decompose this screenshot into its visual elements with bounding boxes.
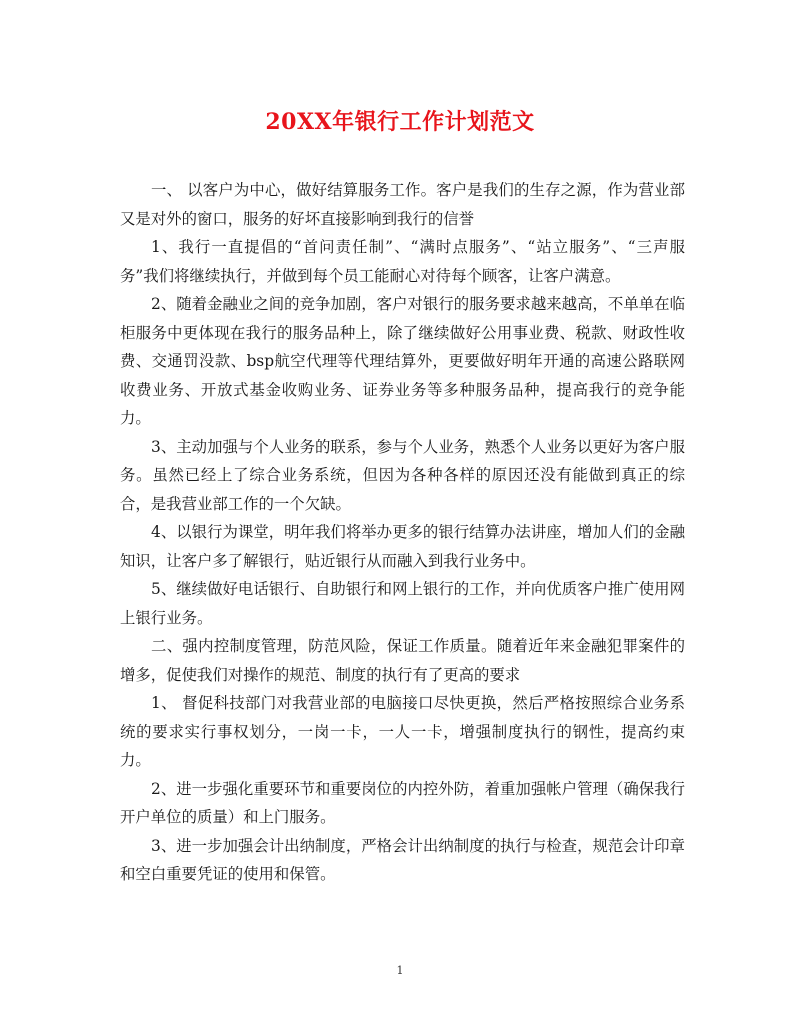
paragraph-item-2-3: 3、进一步加强会计出纳制度，严格会计出纳制度的执行与检查，规范会计印章和空白重要凭证的使用和保管。 <box>120 836 685 883</box>
document-title: 20XX年银行工作计划范文 <box>265 109 535 135</box>
paragraph-section-2-intro: 二、强内控制度管理，防范风险，保证工作质量。随着近年来金融犯罪案件的增多，促使我们对操作的规范、制度的执行有了更高的要求 <box>120 637 685 684</box>
paragraph-item-1-4: 4、以银行为课堂，明年我们将举办更多的银行结算办法讲座，增加人们的金融知识，让客户多了解银行，贴近银行从而融入到我行业务中。 <box>120 523 685 570</box>
paragraph-item-1-1: 1、我行一直提倡的“首问责任制”、“满时点服务”、“站立服务”、“三声服务”我们将继续执行，并做到每个员工能耐心对待每个顾客，让客户满意。 <box>120 238 685 285</box>
document-body <box>120 176 685 889</box>
paragraph-item-1-5: 5、继续做好电话银行、自助银行和网上银行的工作，并向优质客户推广使用网上银行业务。 <box>120 580 685 627</box>
paragraph-item-1-2: 2、随着金融业之间的竞争加剧，客户对银行的服务要求越来越高，不单单在临柜服务中更体现在我行的服务品种上，除了继续做好公用事业费、税款、财政性收费、交通罚没款、bsp航空代理等代理结算外，更要做好明年开通的高速公路联网收费业务、开放式基金收购业务、证券业务等多种服务品种，提高我行的竞争能力。 <box>120 295 685 427</box>
paragraph-section-1-intro: 一、 以客户为中心，做好结算服务工作。客户是我们的生存之源，作为营业部又是对外的窗口，服务的好坏直接影响到我行的信誉 <box>120 181 685 228</box>
paragraph-item-2-2: 2、进一步强化重要环节和重要岗位的内控外防，着重加强帐户管理（确保我行开户单位的质量）和上门服务。 <box>120 779 685 826</box>
paragraph-item-1-3: 3、主动加强与个人业务的联系，参与个人业务，熟悉个人业务以更好为客户服务。虽然已经上了综合业务系统，但因为各种各样的原因还没有能做到真正的综合，是我营业部工作的一个欠缺。 <box>120 437 685 513</box>
page-number: 1 <box>396 964 404 977</box>
paragraph-item-2-1: 1、 督促科技部门对我营业部的电脑接口尽快更换，然后严格按照综合业务系统的要求实行事权划分，一岗一卡，一人一卡，增强制度执行的钢性，提高约束力。 <box>120 694 685 769</box>
